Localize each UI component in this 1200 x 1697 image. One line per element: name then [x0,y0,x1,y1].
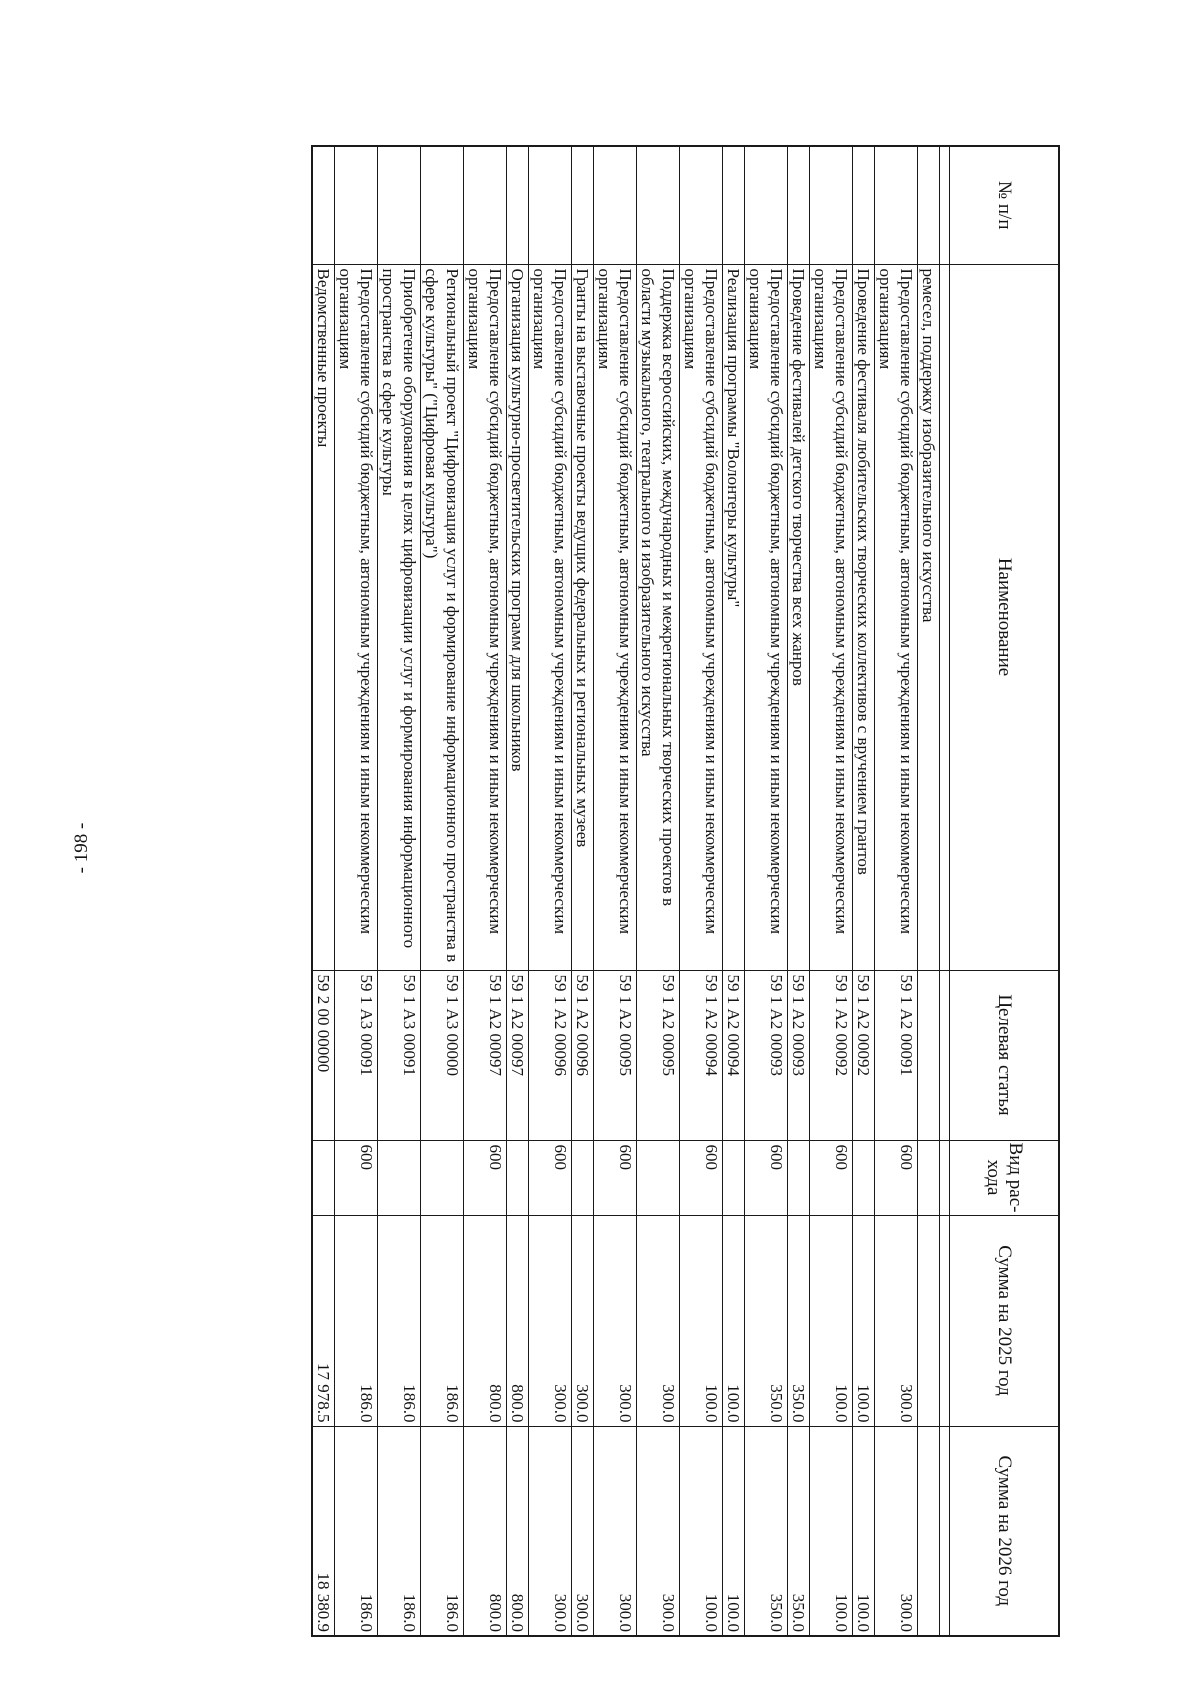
header-sum2025: Сумма на 2025 год [950,1215,1060,1426]
cell-sum-2026: 186.0 [335,1426,378,1636]
cell-expense-type [312,1140,335,1215]
cell-name: Предоставление субсидий бюджетным, автономным учреждениям и иным некоммерческим организациям [335,264,378,970]
cell-no [378,146,421,264]
cell-sum-2025: 100.0 [723,1215,745,1426]
cell-no [421,146,464,264]
table-row [637,146,680,1636]
cell-sum-2026: 300.0 [875,1426,918,1636]
cell-expense-type: 600 [594,1140,637,1215]
cell-target-article: 59 1 А2 00096 [572,970,594,1140]
table-row [507,146,529,1636]
table-row [594,146,637,1636]
cell-name: Ведомственные проекты [312,264,335,970]
table-row [312,146,335,1636]
cell-name: Региональный проект "Цифровизация услуг и формирование информационного пространства в сфере культуры" ("Цифровая культура") [421,264,464,970]
cell-target-article: 59 1 А2 00095 [594,970,637,1140]
table-row [875,146,918,1636]
cell-name: ремесел, поддержку изобразительного искусства [918,264,940,970]
header-kind: Вид рас- хода [950,1140,1060,1215]
table-row [421,146,464,1636]
cell-name: Организация культурно-просветительских программ для школьников [507,264,529,970]
cell-sum-2025: 800.0 [464,1215,507,1426]
cell-expense-type: 600 [464,1140,507,1215]
cell-target-article: 59 1 А3 00000 [421,970,464,1140]
cell-sum-2025: 800.0 [507,1215,529,1426]
cell-target-article: 59 1 А2 00094 [680,970,723,1140]
cell-sum-2026: 350.0 [788,1426,810,1636]
cell-target-article: 59 1 А2 00093 [788,970,810,1140]
cell-sum-2025: 300.0 [529,1215,572,1426]
cell-target-article: 59 1 А3 00091 [335,970,378,1140]
cell-expense-type: 600 [529,1140,572,1215]
cell-name: Предоставление субсидий бюджетным, автономным учреждениям и иным некоммерческим организациям [680,264,723,970]
cell-sum-2025: 350.0 [788,1215,810,1426]
cell-name: Гранты на выставочные проекты ведущих федеральных и региональных музеев [572,264,594,970]
table-body [312,146,950,1636]
cell-no [464,146,507,264]
budget-table [311,145,1060,1637]
cell-expense-type: 600 [810,1140,853,1215]
cell-no [312,146,335,264]
header-no: № п/п [950,146,1060,264]
cell-sum-2025: 300.0 [594,1215,637,1426]
cell-name: Предоставление субсидий бюджетным, автономным учреждениям и иным некоммерческим организациям [464,264,507,970]
cell-no [529,146,572,264]
cell-expense-type [853,1140,875,1215]
cell-sum-2026: 300.0 [594,1426,637,1636]
cell-sum-2025: 100.0 [853,1215,875,1426]
header-sum2026: Сумма на 2026 год [950,1426,1060,1636]
cell-target-article: 59 1 А2 00092 [853,970,875,1140]
cell-no [572,146,594,264]
cell-target-article: 59 1 А2 00097 [464,970,507,1140]
cell-no [810,146,853,264]
cell-sum-2025: 300.0 [572,1215,594,1426]
cell-sum-2026: 800.0 [464,1426,507,1636]
cell-expense-type [421,1140,464,1215]
table-row [745,146,788,1636]
cell-sum-2026: 100.0 [810,1426,853,1636]
cell-sum-2025: 186.0 [421,1215,464,1426]
cell-no [335,146,378,264]
table-row [378,146,421,1636]
cell-expense-type: 600 [680,1140,723,1215]
cell-name: Поддержка всероссийских, международных и межрегиональных творческих проектов в области музыкального, театрального и изобразительного искусства [637,264,680,970]
cell-expense-type [507,1140,529,1215]
cell-sum-2026: 18 380.9 [312,1426,335,1636]
cell-sum-2026: 300.0 [572,1426,594,1636]
cell-name: Предоставление субсидий бюджетным, автономным учреждениям и иным некоммерческим организациям [810,264,853,970]
cell-no [507,146,529,264]
cell-expense-type [637,1140,680,1215]
cell-expense-type [788,1140,810,1215]
cell-target-article: 59 1 А2 00094 [723,970,745,1140]
cell-no [594,146,637,264]
cell-sum-2026: 300.0 [529,1426,572,1636]
cell-sum-2026 [918,1426,940,1636]
cell-expense-type: 600 [335,1140,378,1215]
cell-sum-2025: 17 978.5 [312,1215,335,1426]
cell-sum-2026: 186.0 [378,1426,421,1636]
cell-sum-2025: 186.0 [335,1215,378,1426]
cell-no [853,146,875,264]
table-row [853,146,875,1636]
cell-name: Предоставление субсидий бюджетным, автономным учреждениям и иным некоммерческим организациям [594,264,637,970]
cell-sum-2026: 100.0 [680,1426,723,1636]
page-number: - 198 - [71,822,92,874]
cell-sum-2025: 186.0 [378,1215,421,1426]
table-spacer-row [940,146,950,1636]
cell-sum-2025: 300.0 [637,1215,680,1426]
cell-target-article: 59 2 00 00000 [312,970,335,1140]
cell-target-article: 59 1 А2 00097 [507,970,529,1140]
cell-sum-2025: 100.0 [810,1215,853,1426]
cell-expense-type [918,1140,940,1215]
cell-target-article [918,970,940,1140]
cell-sum-2025: 300.0 [875,1215,918,1426]
cell-name: Реализация программы "Волонтеры культуры" [723,264,745,970]
table-row [680,146,723,1636]
cell-no [680,146,723,264]
cell-sum-2026: 100.0 [853,1426,875,1636]
cell-name: Предоставление субсидий бюджетным, автономным учреждениям и иным некоммерческим организациям [529,264,572,970]
table-row [788,146,810,1636]
cell-target-article: 59 1 А2 00096 [529,970,572,1140]
cell-name: Проведение фестиваля любительских творческих коллективов с вручением грантов [853,264,875,970]
header-name: Наименование [950,264,1060,970]
budget-table-wrapper [125,145,1060,1635]
cell-sum-2026: 350.0 [745,1426,788,1636]
cell-no [637,146,680,264]
cell-sum-2026: 300.0 [637,1426,680,1636]
header-code: Целевая статья [950,970,1060,1140]
cell-name: Предоставление субсидий бюджетным, автономным учреждениям и иным некоммерческим организациям [745,264,788,970]
cell-expense-type [572,1140,594,1215]
cell-name: Приобретение оборудования в целях цифровизации услуг и формирования информационного пространства в сфере культуры [378,264,421,970]
table-row [529,146,572,1636]
cell-no [788,146,810,264]
cell-sum-2026: 800.0 [507,1426,529,1636]
cell-target-article: 59 1 А2 00093 [745,970,788,1140]
cell-expense-type [723,1140,745,1215]
cell-expense-type [378,1140,421,1215]
cell-no [875,146,918,264]
cell-target-article: 59 1 А2 00092 [810,970,853,1140]
cell-no [745,146,788,264]
table-row [918,146,940,1636]
table-row [572,146,594,1636]
cell-name: Проведение фестивалей детского творчества всех жанров [788,264,810,970]
table-row [723,146,745,1636]
cell-target-article: 59 1 А2 00091 [875,970,918,1140]
cell-no [723,146,745,264]
cell-expense-type: 600 [875,1140,918,1215]
cell-sum-2025: 350.0 [745,1215,788,1426]
table-row [464,146,507,1636]
cell-sum-2025 [918,1215,940,1426]
cell-sum-2026: 100.0 [723,1426,745,1636]
cell-name: Предоставление субсидий бюджетным, автономным учреждениям и иным некоммерческим организациям [875,264,918,970]
cell-expense-type: 600 [745,1140,788,1215]
cell-target-article: 59 1 А3 00091 [378,970,421,1140]
table-row [810,146,853,1636]
cell-sum-2025: 100.0 [680,1215,723,1426]
cell-no [918,146,940,264]
cell-sum-2026: 186.0 [421,1426,464,1636]
table-row [335,146,378,1636]
cell-target-article: 59 1 А2 00095 [637,970,680,1140]
table-header-row [950,146,1060,1636]
